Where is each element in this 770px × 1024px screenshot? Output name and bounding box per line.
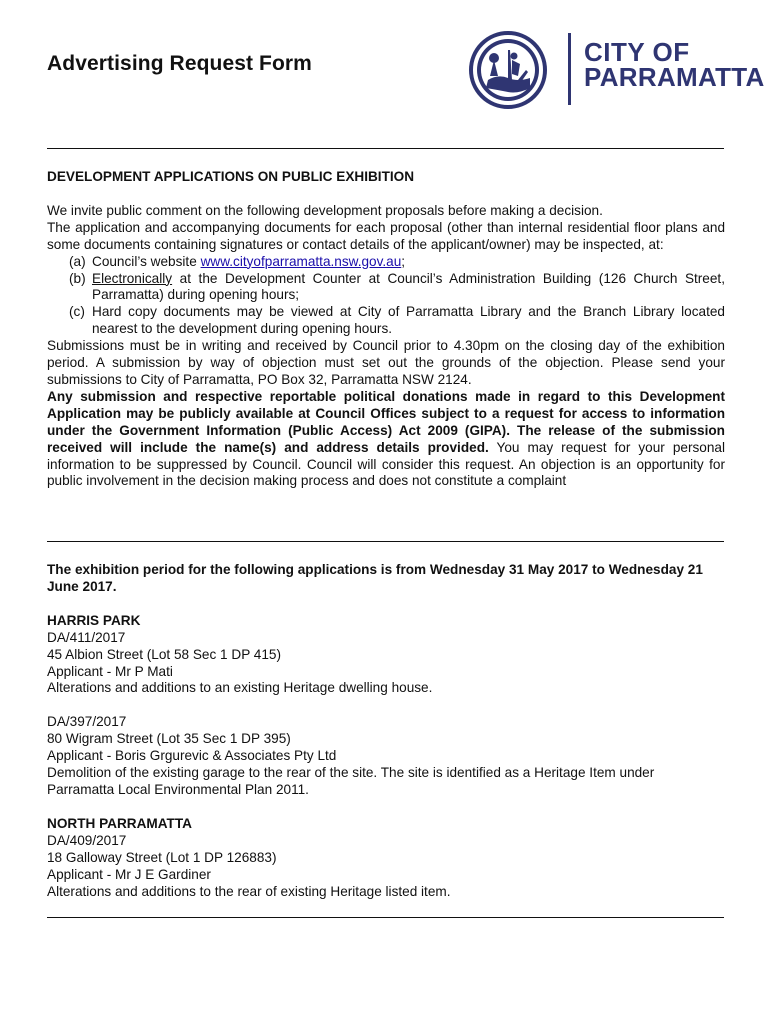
option-marker: (c) xyxy=(69,304,85,320)
exhibition-period: The exhibition period for the following applications is from Wednesday 31 May 2017 to Wednesday 21 June 2017. xyxy=(47,562,703,594)
divider-middle xyxy=(47,541,724,542)
da-applicant: Applicant - Mr P Mati xyxy=(47,663,173,679)
application-entry xyxy=(47,714,725,799)
option-text: at the Development Counter at Council’s Administration Building (126 Church Street, Parramatta) during opening hours; xyxy=(92,270,725,303)
da-applicant: Applicant - Boris Grgurevic & Associates Pty Ltd xyxy=(47,748,337,764)
option-underlined-text: Electronically xyxy=(92,270,173,286)
logo-divider xyxy=(568,33,571,105)
suburb-heading: HARRIS PARK xyxy=(47,612,141,628)
notice-intro-1: We invite public comment on the following development proposals before making a decision. xyxy=(47,202,603,218)
divider-top xyxy=(47,148,724,149)
option-text-end: ; xyxy=(401,253,406,269)
da-address: 45 Albion Street (Lot 58 Sec 1 DP 415) xyxy=(47,646,282,662)
divider-bottom xyxy=(47,917,724,918)
logo-wordmark xyxy=(584,37,765,92)
option-text: Hard copy documents may be viewed at City of Parramatta Library and the Branch Library located nearest to the development during opening hours. xyxy=(92,304,725,337)
parramatta-emblem-icon xyxy=(468,30,548,110)
da-number: DA/397/2017 xyxy=(47,714,127,730)
option-text: Council’s website xyxy=(92,253,201,269)
submissions-paragraph: Submissions must be in writing and received by Council prior to 4.30pm on the closing day of the exhibition period. A submission by way of objection must set out the grounds of the objection. Please send your submissions to City of Parramatta, PO Box 32, Parramatta NSW 2124. xyxy=(47,338,725,387)
da-applicant: Applicant - Mr J E Gardiner xyxy=(47,866,211,882)
logo-line-1: CITY OF xyxy=(584,37,690,67)
inspection-option-b xyxy=(47,271,725,305)
application-entry xyxy=(47,833,725,901)
city-of-parramatta-logo xyxy=(468,30,765,110)
logo-line-2: PARRAMATTA xyxy=(584,62,765,92)
gipa-bold-notice: Any submission and respective reportable political donations made in regard to this Development Application may be publicly available at Council Offices subject to a request for access to information under the Government Information (Public Access) Act 2009 (GIPA). The release of the submission received will include the name(s) and address details provided. xyxy=(47,388,725,455)
notice-intro-2: The application and accompanying documents for each proposal (other than internal residential floor plans and some documents containing signatures or contact details of the applicant/owner) may be inspected, at: xyxy=(47,219,725,252)
application-entry xyxy=(47,630,725,698)
da-description: Demolition of the existing garage to the rear of the site. The site is identified as a Heritage Item under Parramatta Local Environmental Plan 2011. xyxy=(47,765,655,797)
da-address: 18 Galloway Street (Lot 1 DP 126883) xyxy=(47,849,277,865)
page-title: Advertising Request Form xyxy=(47,52,312,75)
gipa-closing-text: You may request for your personal information to be suppressed by Council. Council will consider this request. An objection is an opportunity for public involvement in the decision making process and does not constitute a complaint xyxy=(47,439,725,489)
inspection-option-c xyxy=(47,304,725,338)
inspection-option-a xyxy=(47,254,725,271)
da-number: DA/411/2017 xyxy=(47,629,126,645)
notice-section xyxy=(47,169,725,490)
council-website-link[interactable]: www.cityofparramatta.nsw.gov.au xyxy=(200,253,402,269)
exhibition-section xyxy=(47,562,725,900)
notice-heading: DEVELOPMENT APPLICATIONS ON PUBLIC EXHIBITION xyxy=(47,169,415,184)
da-address: 80 Wigram Street (Lot 35 Sec 1 DP 395) xyxy=(47,731,291,747)
gipa-paragraph xyxy=(47,389,725,490)
da-description: Alterations and additions to an existing Heritage dwelling house. xyxy=(47,680,433,696)
da-description: Alterations and additions to the rear of existing Heritage listed item. xyxy=(47,883,451,899)
suburb-heading: NORTH PARRAMATTA xyxy=(47,815,192,831)
option-marker: (a) xyxy=(69,253,86,269)
da-number: DA/409/2017 xyxy=(47,832,127,848)
option-marker: (b) xyxy=(69,270,86,286)
